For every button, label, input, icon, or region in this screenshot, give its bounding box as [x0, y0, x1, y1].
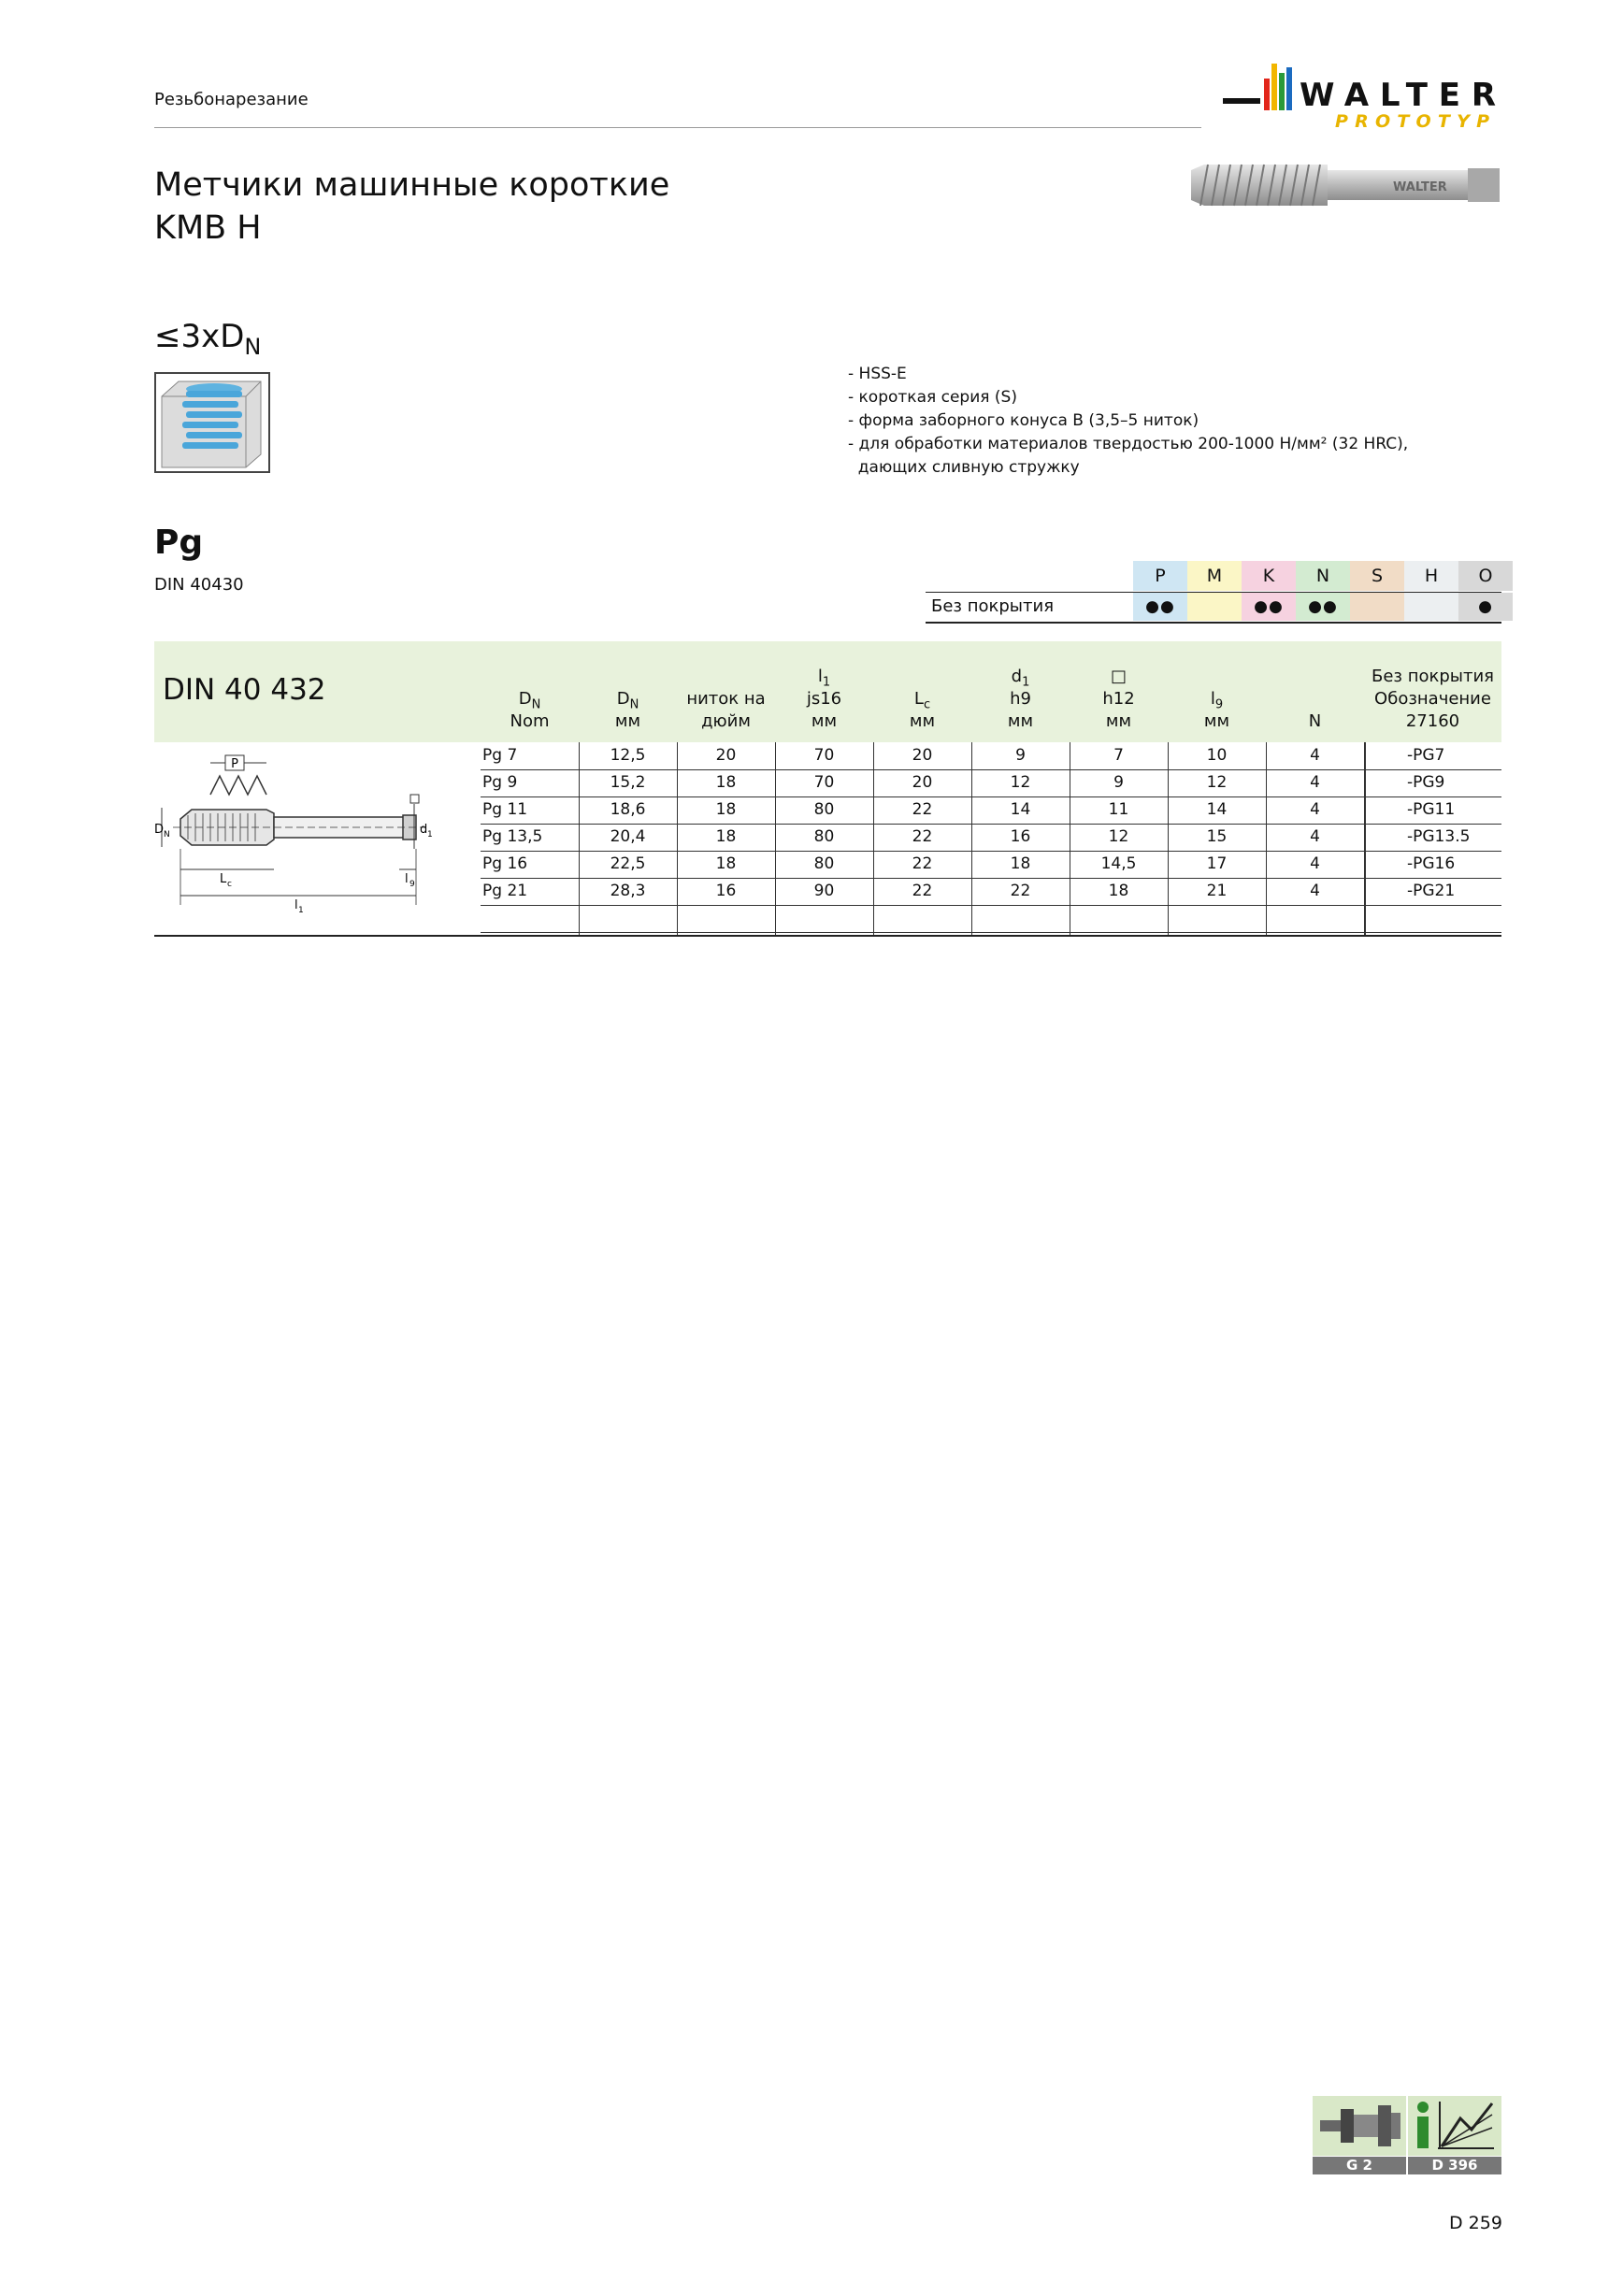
material-mark-s: [1350, 593, 1404, 621]
table-cell: 15: [1206, 827, 1228, 846]
column-divider: [579, 742, 580, 935]
table-cell: 11: [1108, 800, 1129, 819]
table-cell: -PG7: [1407, 746, 1445, 765]
svg-text:l: l: [294, 898, 298, 912]
table-cell: 9: [1015, 746, 1026, 765]
table-cell: 4: [1310, 854, 1320, 873]
table-cell: Pg 7: [482, 746, 518, 765]
feature-item: дающих сливную стружку: [848, 458, 1080, 477]
table-cell: [579, 905, 677, 932]
material-group-s: S: [1350, 561, 1404, 591]
tap-tool-image: [1187, 157, 1505, 213]
table-cell: 18: [715, 827, 737, 846]
table-row: [481, 796, 1501, 825]
column-divider: [677, 742, 678, 935]
table-cell: 12,5: [610, 746, 646, 765]
reference-label: G 2: [1313, 2157, 1406, 2174]
feature-item: - HSS-E: [848, 365, 907, 383]
table-cell: 80: [813, 827, 835, 846]
feature-item: - форма заборного конуса B (3,5–5 ниток): [848, 411, 1199, 430]
table-cell: 4: [1310, 746, 1320, 765]
table-cell: [677, 905, 775, 932]
section-title: Резьбонарезание: [154, 90, 309, 109]
svg-text:WALTER: WALTER: [1300, 77, 1496, 114]
table-row: [481, 769, 1501, 797]
info-chart-icon: [1408, 2096, 1501, 2156]
column-header: $D_N$ мм: [614, 689, 641, 731]
table-cell: 18: [715, 800, 737, 819]
table-cell: -PG21: [1407, 882, 1456, 900]
feature-item: - короткая серия (S): [848, 388, 1017, 407]
table-cell: 20: [912, 773, 933, 792]
feature-list: [848, 363, 1408, 480]
column-header: □ h12 мм: [1102, 667, 1135, 731]
table-cell: -PG13.5: [1407, 827, 1471, 846]
table-cell: [1364, 905, 1501, 932]
reference-d396[interactable]: [1408, 2096, 1501, 2174]
table-cell: 16: [715, 882, 737, 900]
page-number: D 259: [1449, 2213, 1502, 2233]
table-cell: 20: [912, 746, 933, 765]
column-header: Без покрытия Обозначение 27160: [1371, 667, 1495, 731]
walter-logo: [1223, 56, 1503, 140]
table-cell: 22: [912, 882, 933, 900]
material-group-k: K: [1242, 561, 1296, 591]
material-mark-m: [1187, 593, 1242, 621]
table-cell: 22: [912, 827, 933, 846]
grid-line: [926, 622, 1501, 624]
table-cell: -PG11: [1407, 800, 1456, 819]
table-row: [481, 851, 1501, 879]
table-row: [481, 742, 1501, 770]
table-cell: 20,4: [610, 827, 646, 846]
table-cell: 90: [813, 882, 835, 900]
table-header: [154, 641, 1501, 742]
table-cell: 15,2: [610, 773, 646, 792]
table-cell: [971, 905, 1070, 932]
table-cell: 18: [715, 773, 737, 792]
column-header: $L_c$ мм: [909, 689, 936, 731]
svg-text:d: d: [420, 823, 428, 837]
reference-label: D 396: [1408, 2157, 1501, 2174]
svg-text:L: L: [220, 872, 227, 886]
table-cell: 4: [1310, 882, 1320, 900]
table-cell: 22: [912, 854, 933, 873]
table-cell: [873, 905, 971, 932]
table-cell: 20: [715, 746, 737, 765]
material-mark-o: ●: [1458, 593, 1513, 621]
column-header: $l_1$ js16 мм: [806, 667, 842, 731]
svg-text:D: D: [154, 823, 165, 837]
table-cell: 16: [1010, 827, 1031, 846]
depth-factor: $\le 3xD_N$: [154, 318, 262, 360]
material-mark-p: ●●: [1133, 593, 1187, 621]
svg-text:l: l: [405, 872, 409, 886]
feature-item: - для обработки материалов твердостью 200-1000 Н/мм² (32 HRC),: [848, 435, 1409, 453]
table-cell: 28,3: [610, 882, 646, 900]
column-divider: [1364, 742, 1366, 935]
table-cell: 18: [1108, 882, 1129, 900]
column-divider: [1266, 742, 1267, 935]
column-divider: [775, 742, 776, 935]
table-cell: -PG9: [1407, 773, 1445, 792]
table-cell: 7: [1113, 746, 1124, 765]
tool-holder-icon: [1313, 2096, 1406, 2156]
thread-standard: DIN 40430: [154, 575, 244, 595]
table-cell: [481, 905, 579, 932]
material-suitability-grid: [926, 561, 1501, 626]
table-cell: Pg 13,5: [482, 827, 543, 846]
material-group-p: P: [1133, 561, 1187, 591]
material-group-n: N: [1296, 561, 1350, 591]
table-cell: 12: [1108, 827, 1129, 846]
table-cell: 4: [1310, 773, 1320, 792]
table-cell: [1168, 905, 1266, 932]
table-cell: 10: [1206, 746, 1228, 765]
thread-type-title: Pg: [154, 524, 204, 562]
table-cell: [1070, 905, 1168, 932]
table-row: [481, 878, 1501, 906]
column-header: $l_9$ мм: [1203, 689, 1230, 731]
column-header: ниток на дюйм: [686, 689, 766, 731]
svg-text:P: P: [231, 757, 238, 771]
table-cell: 80: [813, 854, 835, 873]
table-cell: 9: [1113, 773, 1124, 792]
table-cell: -PG16: [1407, 854, 1456, 873]
header-divider: [154, 127, 1201, 128]
coating-label: Без покрытия: [931, 596, 1055, 616]
page-title: Метчики машинные короткие KMB H: [154, 166, 670, 247]
table-cell: 4: [1310, 800, 1320, 819]
table-cell: 70: [813, 746, 835, 765]
table-cell: Pg 21: [482, 882, 528, 900]
column-header: $D_N$ Nom: [510, 689, 550, 731]
material-group-o: O: [1458, 561, 1513, 591]
table-cell: 18: [1010, 854, 1031, 873]
svg-text:9: 9: [409, 880, 415, 889]
table-cell: Pg 9: [482, 773, 518, 792]
svg-text:PROTOTYP: PROTOTYP: [1335, 111, 1489, 132]
table-cell: [1266, 905, 1364, 932]
svg-text:N: N: [164, 830, 170, 839]
material-mark-k: ●●: [1242, 593, 1296, 621]
column-header: $d_1$ h9 мм: [1007, 667, 1034, 731]
column-header: N: [1308, 711, 1322, 731]
column-divider: [971, 742, 972, 935]
material-group-h: H: [1404, 561, 1458, 591]
table-cell: [775, 905, 873, 932]
table-cell: 22,5: [610, 854, 646, 873]
table-cell: 22: [1010, 882, 1031, 900]
threaded-hole-icon: [154, 372, 270, 473]
table-cell: Pg 16: [482, 854, 528, 873]
table-cell: 22: [912, 800, 933, 819]
table-cell: 12: [1206, 773, 1228, 792]
column-divider: [1168, 742, 1169, 935]
table-cell: 80: [813, 800, 835, 819]
table-row: [481, 824, 1501, 852]
svg-text:c: c: [227, 880, 232, 889]
table-cell: 18: [715, 854, 737, 873]
table-cell: Pg 11: [482, 800, 528, 819]
table-cell: 4: [1310, 827, 1320, 846]
table-bottom-rule: [154, 935, 1501, 937]
table-cell: 18,6: [610, 800, 646, 819]
table-row: [481, 905, 1501, 933]
svg-text:1: 1: [427, 830, 433, 839]
svg-text:WALTER: WALTER: [1393, 180, 1447, 194]
table-cell: 14,5: [1100, 854, 1137, 873]
table-cell: 21: [1206, 882, 1228, 900]
svg-text:1: 1: [298, 906, 304, 915]
table-cell: 12: [1010, 773, 1031, 792]
material-mark-n: ●●: [1296, 593, 1350, 621]
table-cell: 17: [1206, 854, 1228, 873]
material-group-m: M: [1187, 561, 1242, 591]
table-norm: DIN 40 432: [163, 673, 326, 707]
table-cell: 14: [1206, 800, 1228, 819]
table-cell: 70: [813, 773, 835, 792]
material-mark-h: [1404, 593, 1458, 621]
reference-g2[interactable]: [1313, 2096, 1406, 2174]
table-cell: 14: [1010, 800, 1031, 819]
tap-dimension-drawing: [154, 746, 435, 933]
column-divider: [873, 742, 874, 935]
